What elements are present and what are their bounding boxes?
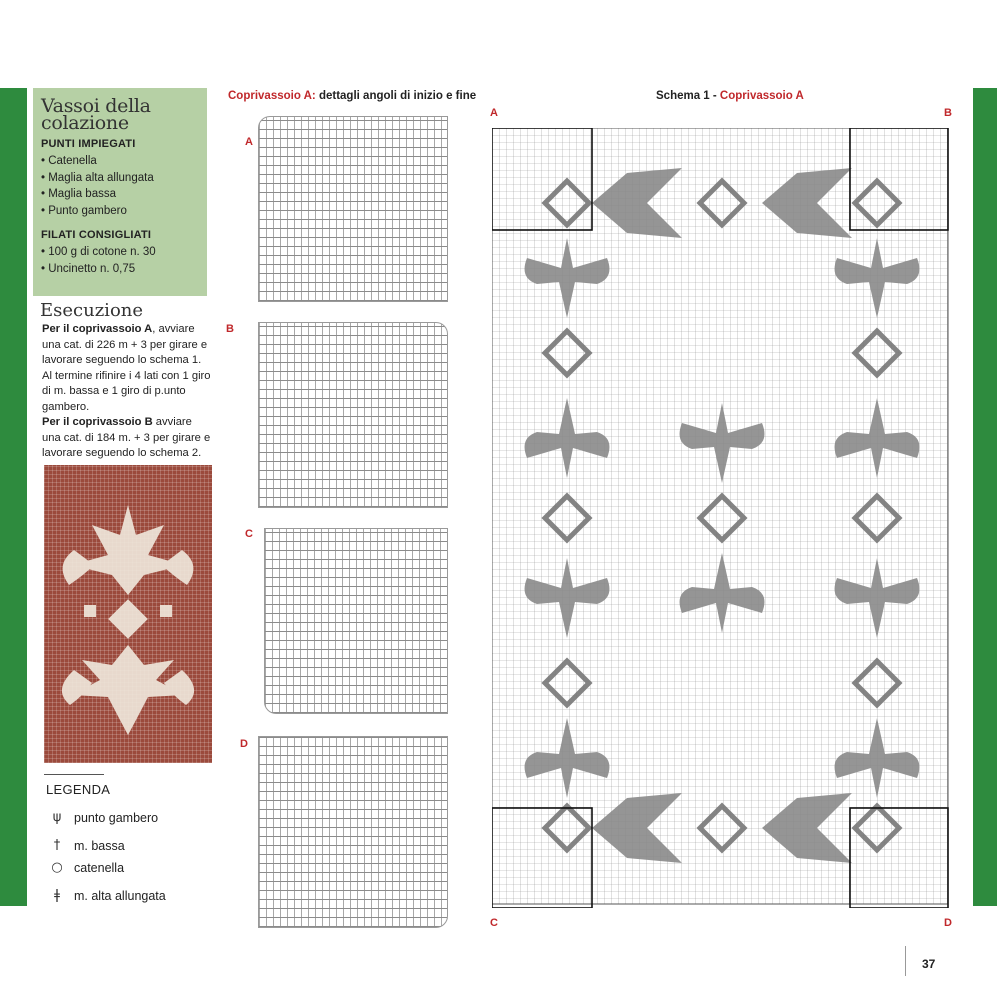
stitch-item: • Punto gambero [41, 204, 127, 217]
schema-corner-c: C [490, 917, 498, 929]
page-number-rule [905, 946, 906, 976]
execution-text [42, 322, 212, 462]
detail-label-b: B [226, 323, 234, 335]
legend-title: LEGENDA [46, 782, 111, 797]
stitch-item: • Catenella [41, 155, 97, 167]
legend-label: m. alta allungata [74, 888, 166, 903]
detail-panel-d [258, 736, 448, 928]
detail-panel-b [258, 322, 448, 508]
detail-heading [228, 90, 476, 102]
schema-corner-d: D [944, 917, 952, 929]
crochet-chart [492, 128, 952, 908]
lace-photo [44, 465, 212, 763]
legend-row [44, 888, 166, 903]
execution-a-body: , avviare una cat. di 226 m + 3 per girare e lavorare seguendo lo schema 1. Al termine rifinire i 4 lati con 1 giro di m. bassa e 1 giro di p.unto gambero. [42, 323, 211, 413]
yarn-item: • Uncinetto n. 0,75 [41, 262, 136, 275]
detail-label-a: A [245, 136, 253, 148]
detail-panel-a [258, 116, 448, 302]
execution-b-body: avviare una cat. di 184 m. + 3 per girare e lavorare seguendo lo schema 2. [42, 416, 211, 459]
detail-label-d: D [240, 738, 248, 750]
catenella-icon: ○ [51, 860, 63, 875]
legend-row [44, 838, 125, 853]
detail-panel-c [264, 528, 448, 714]
yarn-heading: FILATI CONSIGLIATI [41, 229, 152, 241]
legend-row [44, 810, 158, 825]
execution-b-lead: Per il coprivassoio B [42, 416, 153, 428]
execution-title: Esecuzione [40, 300, 144, 321]
detail-label-c: C [245, 528, 253, 540]
punto-gambero-icon: ψ [52, 810, 62, 825]
yarn-item: • 100 g di cotone n. 30 [41, 246, 156, 258]
legend-label: m. bassa [74, 838, 125, 853]
stitch-item: • Maglia alta allungata [41, 171, 154, 184]
page-number: 37 [922, 957, 936, 971]
lace-motif-image [44, 465, 212, 763]
materials-box [33, 88, 207, 296]
legend-rule [44, 774, 104, 775]
right-accent-bar [973, 88, 997, 906]
stitch-item: • Maglia bassa [41, 188, 116, 200]
schema-corner-a: A [490, 107, 498, 119]
execution-a-lead: Per il coprivassoio A [42, 323, 153, 335]
stitches-heading: PUNTI IMPIEGATI [41, 138, 136, 150]
legend-row [44, 860, 124, 875]
detail-heading-red: Coprivassoio A: [228, 90, 316, 102]
maglia-alta-icon: ǂ [54, 888, 60, 903]
left-accent-bar [0, 88, 27, 906]
schema-heading-red: Coprivassoio A [719, 90, 804, 102]
schema-corner-b: B [944, 107, 952, 119]
schema-heading-black: Schema 1 - [656, 90, 720, 102]
legend-label: punto gambero [74, 810, 159, 825]
schema-heading [656, 90, 804, 102]
detail-heading-black: dettagli angoli di inizio e fine [315, 90, 477, 102]
legend-label: catenella [74, 860, 125, 875]
filet-chart-grid [492, 128, 952, 908]
project-title: Vassoi della colazione [41, 95, 151, 134]
maglia-bassa-icon: † [53, 838, 61, 853]
